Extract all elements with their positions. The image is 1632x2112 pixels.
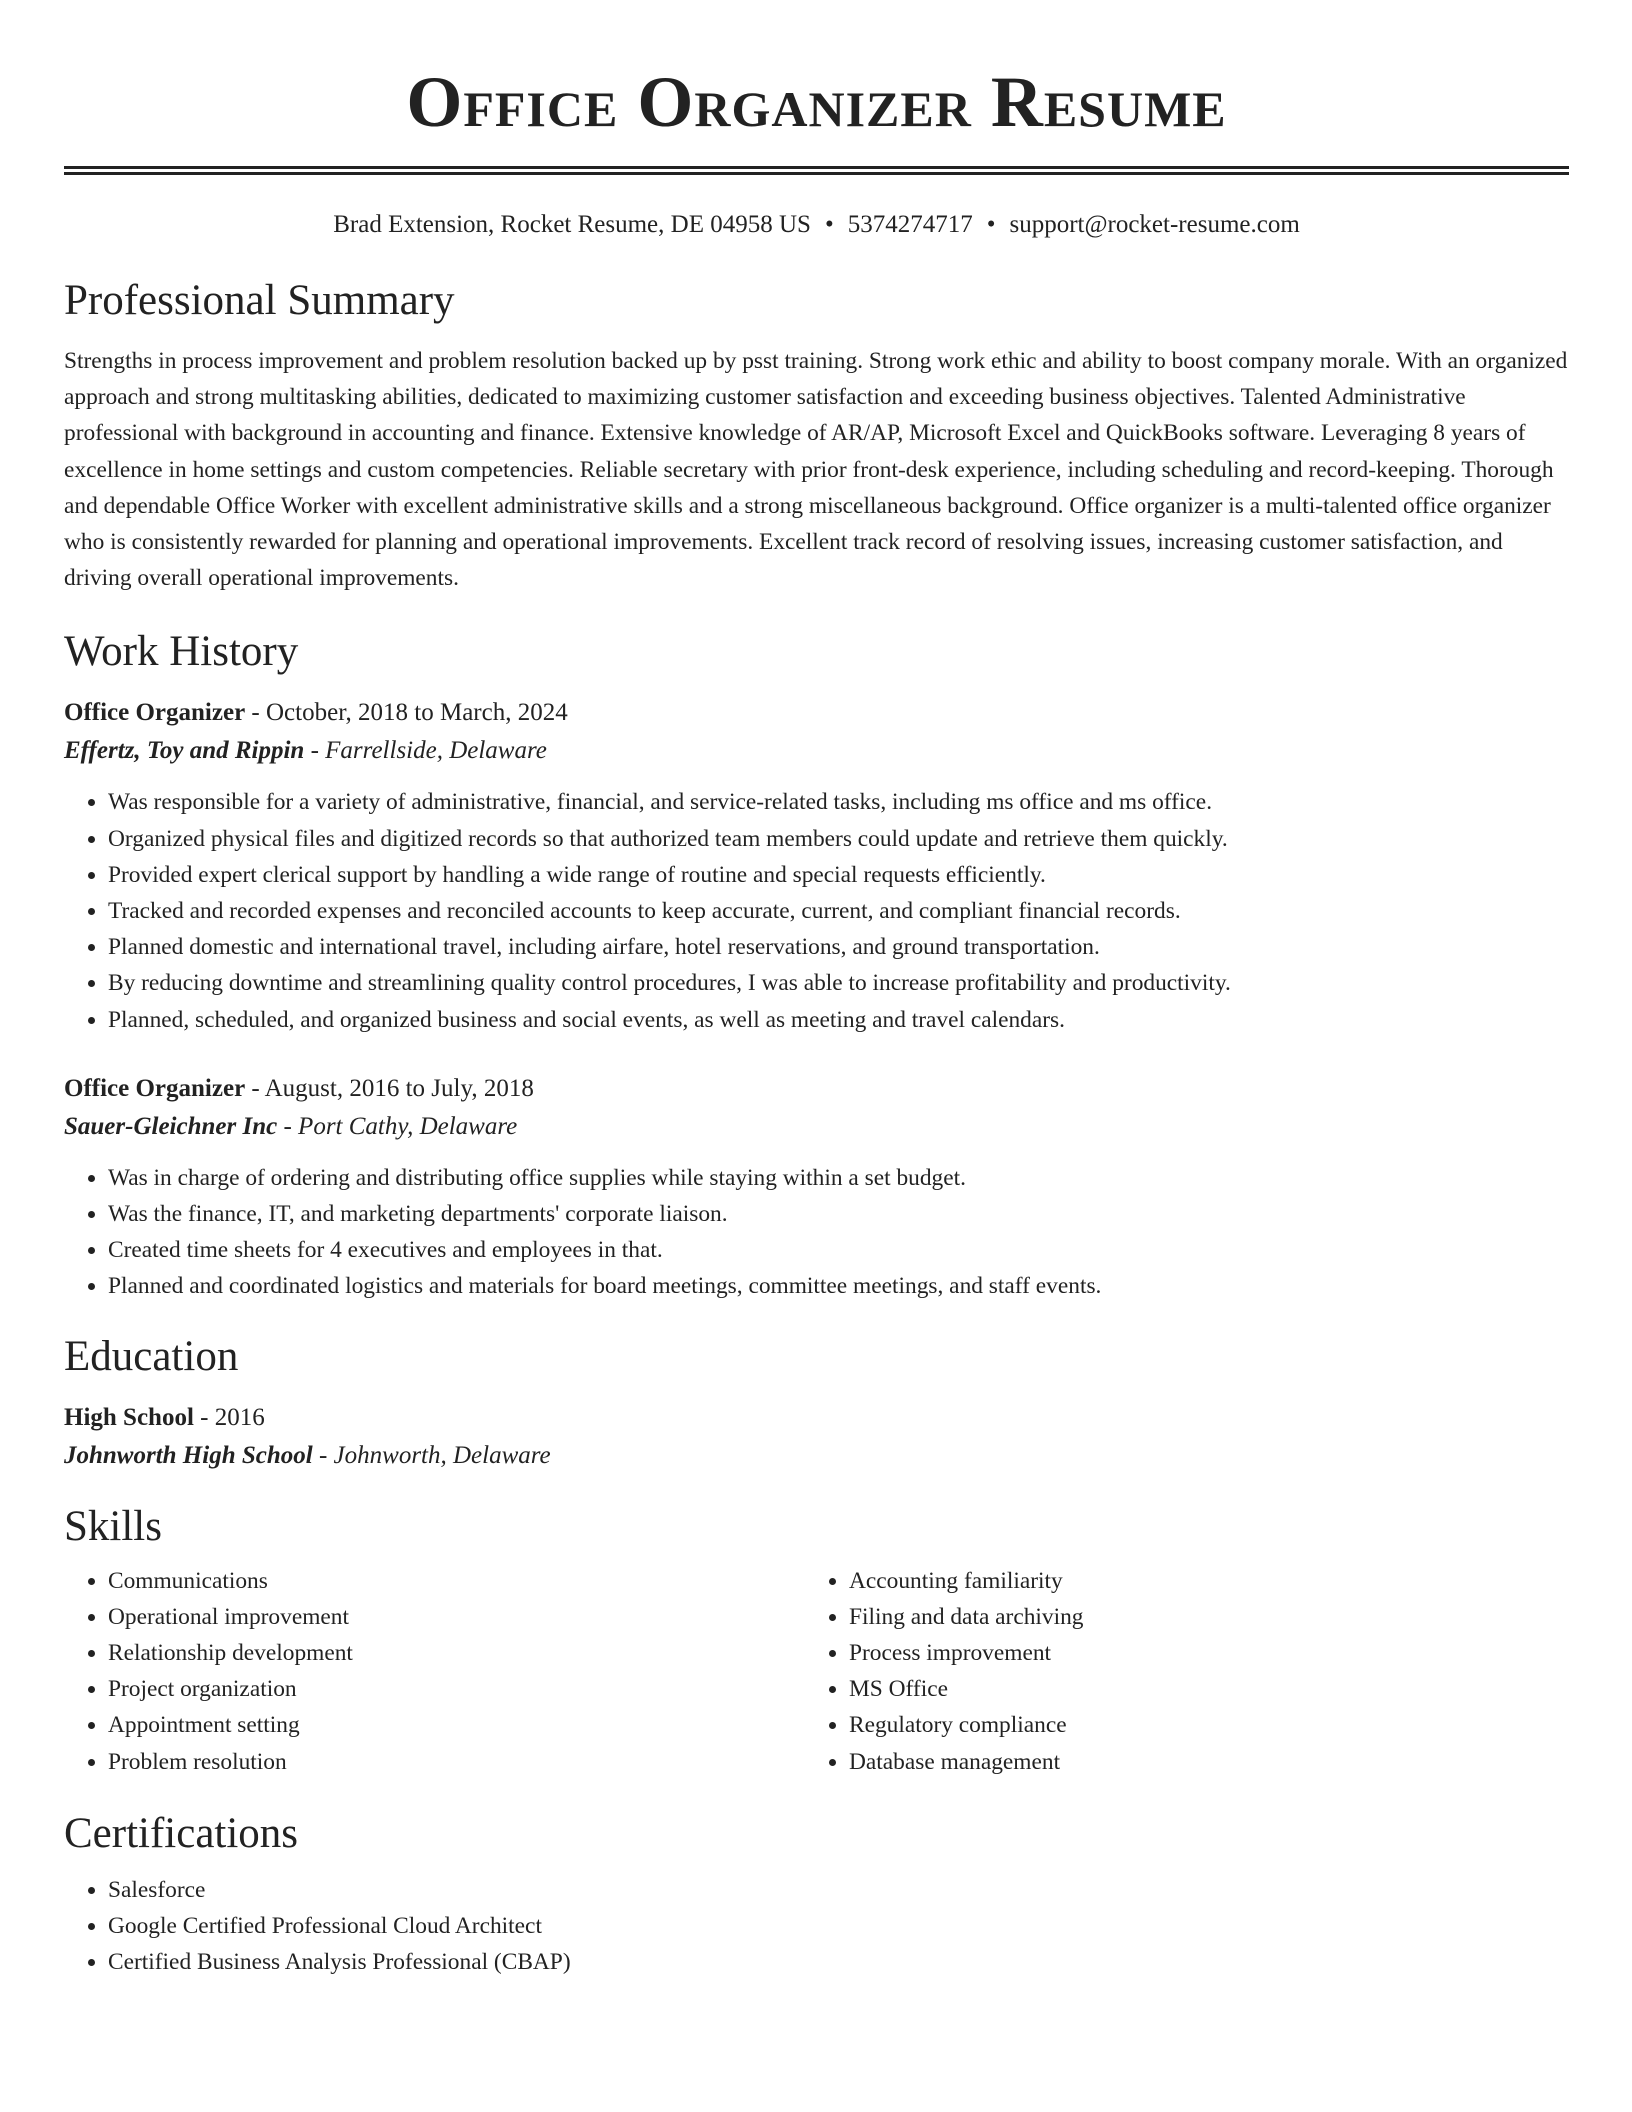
- contact-phone: 5374274717: [847, 211, 973, 238]
- resume-title: Office Organizer Resume: [406, 62, 1227, 142]
- skill-item: • Appointment setting: [108, 1707, 805, 1743]
- contact-separator: •: [986, 211, 996, 238]
- skill-item: • MS Office: [849, 1671, 1546, 1707]
- skills-column-right: [805, 1563, 1546, 1780]
- job-duty-item: • Was responsible for a variety of administrative, financial, and service-related tasks, including ms office and ms office.: [108, 784, 1569, 820]
- skill-item: • Problem resolution: [108, 1744, 805, 1780]
- job-title-line: [64, 694, 1569, 732]
- job-dates: - August, 2016 to July, 2018: [245, 1074, 534, 1102]
- skill-item: • Project organization: [108, 1671, 805, 1707]
- job-duty-item: • Planned domestic and international travel, including airfare, hotel reservations, and ground transportation.: [108, 929, 1569, 965]
- resume-page: [64, 0, 1569, 1980]
- summary-heading: Professional Summary: [64, 277, 455, 324]
- skill-item: • Database management: [849, 1744, 1546, 1780]
- skill-item: • Communications: [108, 1563, 805, 1599]
- skills-grid: [64, 1563, 1569, 1780]
- certifications-list: [64, 1872, 1569, 1981]
- skill-item: • Process improvement: [849, 1635, 1546, 1671]
- contact-email: support@rocket-resume.com: [1009, 211, 1300, 238]
- education-degree-line: [64, 1399, 1569, 1437]
- job-location: - Farrellside, Delaware: [304, 737, 547, 765]
- job-duty-item: • By reducing downtime and streamlining quality control procedures, I was able to increase profitability and productivity.: [108, 965, 1569, 1001]
- skill-item: • Operational improvement: [108, 1599, 805, 1635]
- job-title-line: [64, 1070, 1569, 1108]
- education-entry: [64, 1399, 1569, 1475]
- job-entry: [64, 1070, 1569, 1305]
- job-title: Office Organizer: [64, 1074, 246, 1102]
- job-company-line: [64, 1108, 1569, 1146]
- job-company: Effertz, Toy and Rippin: [64, 737, 305, 765]
- contact-line: [64, 209, 1569, 241]
- job-duty-item: • Organized physical files and digitized records so that authorized team members could update and retrieve them quickly.: [108, 821, 1569, 857]
- contact-address: Brad Extension, Rocket Resume, DE 04958 US: [333, 211, 811, 238]
- skill-item: • Accounting familiarity: [849, 1563, 1546, 1599]
- job-duties: [64, 1160, 1569, 1305]
- job-title: Office Organizer: [64, 699, 246, 727]
- job-duty-item: • Planned, scheduled, and organized business and social events, as well as meeting and travel calendars.: [108, 1002, 1569, 1038]
- title-divider: [64, 166, 1569, 175]
- job-company-line: [64, 732, 1569, 770]
- job-location: - Port Cathy, Delaware: [277, 1112, 518, 1140]
- skill-item: • Regulatory compliance: [849, 1707, 1546, 1743]
- skill-item: • Relationship development: [108, 1635, 805, 1671]
- education-degree: High School: [64, 1403, 194, 1431]
- job-duty-item: • Planned and coordinated logistics and materials for board meetings, committee meetings, and staff events.: [108, 1268, 1569, 1304]
- job-entry: [64, 694, 1569, 1037]
- certification-item: • Certified Business Analysis Professional (CBAP): [108, 1944, 1569, 1980]
- skills-heading: Skills: [64, 1502, 162, 1550]
- job-duty-item: • Was the finance, IT, and marketing departments' corporate liaison.: [108, 1196, 1569, 1232]
- education-year: - 2016: [193, 1403, 265, 1431]
- job-company: Sauer-Gleichner Inc: [64, 1112, 278, 1140]
- skills-column-left: [64, 1563, 805, 1780]
- job-duty-item: • Created time sheets for 4 executives and employees in that.: [108, 1232, 1569, 1268]
- education-heading: Education: [64, 1332, 239, 1380]
- education-school: Johnworth High School: [64, 1441, 313, 1469]
- summary-text: Strengths in process improvement and problem resolution backed up by psst training. Strong work ethic and ability to boost company morale. With an organized approach and strong multitasking abilities, dedicated to maximizing customer satisfaction and exceeding business objectives. Talented Administrative professional with background in accounting and finance. Extensive knowledge of AR/AP, Microsoft Excel and QuickBooks software. Leveraging 8 years of excellence in home settings and custom competencies. Reliable secretary with prior front-desk experience, including scheduling and record-keeping. Thorough and dependable Office Worker with excellent administrative skills and a strong miscellaneous background. Office organizer is a multi-talented office organizer who is consistently rewarded for planning and operational improvements. Excellent track record of resolving issues, increasing customer satisfaction, and driving overall operational improvements.: [64, 348, 1568, 592]
- skill-item: • Filing and data archiving: [849, 1599, 1546, 1635]
- certification-item: • Google Certified Professional Cloud Architect: [108, 1908, 1569, 1944]
- job-dates: - October, 2018 to March, 2024: [245, 699, 568, 727]
- work-history-heading: Work History: [64, 628, 299, 676]
- job-duties: [64, 784, 1569, 1037]
- certifications-heading: Certifications: [64, 1809, 299, 1857]
- job-duty-item: • Provided expert clerical support by handling a wide range of routine and special requests efficiently.: [108, 857, 1569, 893]
- job-duty-item: • Was in charge of ordering and distributing office supplies while staying within a set budget.: [108, 1160, 1569, 1196]
- education-school-line: [64, 1437, 1569, 1475]
- job-duty-item: • Tracked and recorded expenses and reconciled accounts to keep accurate, current, and compliant financial records.: [108, 893, 1569, 929]
- contact-separator: •: [824, 211, 834, 238]
- education-location: - Johnworth, Delaware: [312, 1441, 551, 1469]
- certification-item: • Salesforce: [108, 1872, 1569, 1908]
